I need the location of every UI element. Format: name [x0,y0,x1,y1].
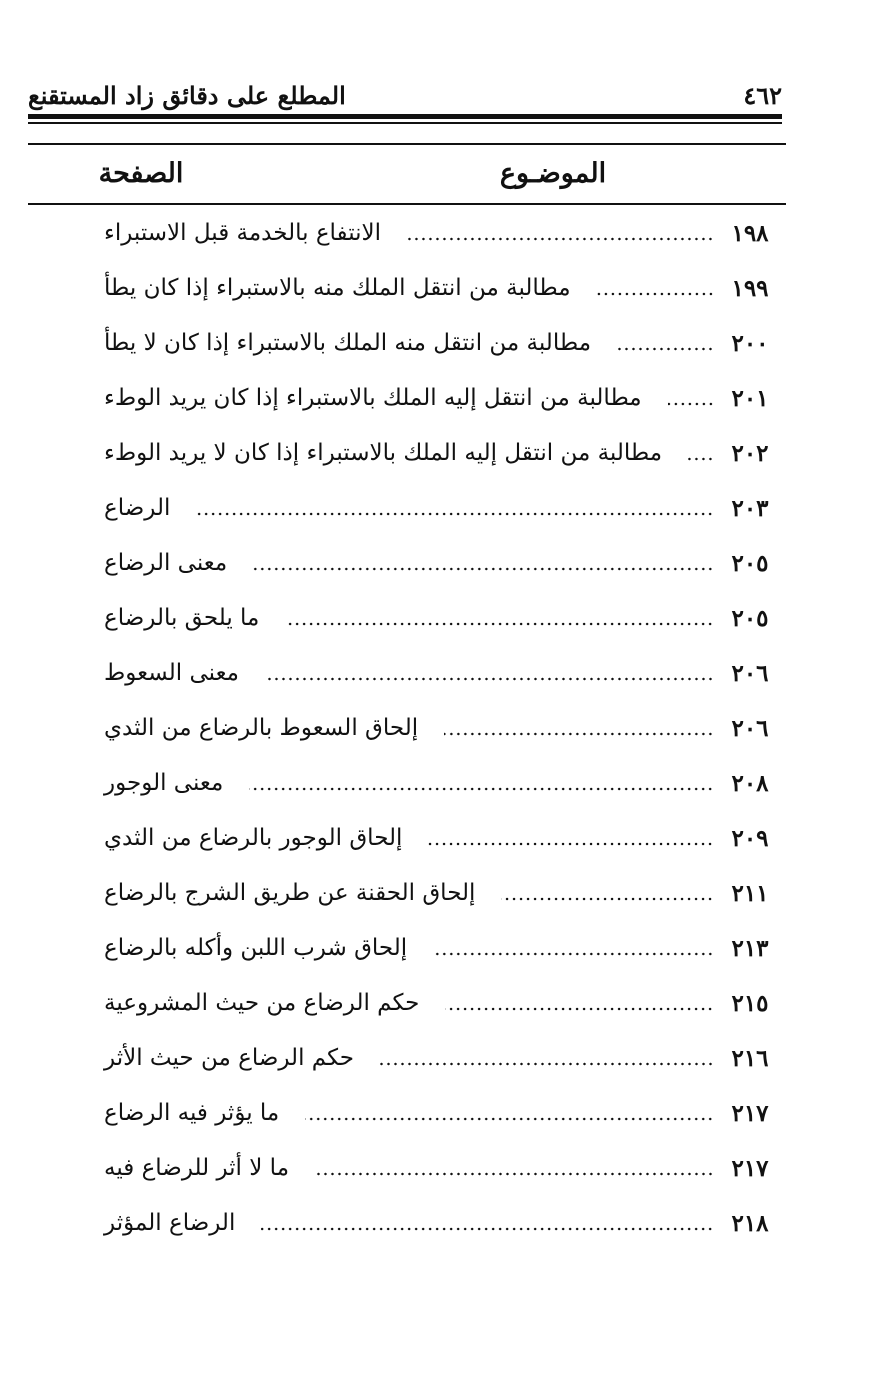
toc-entry-title: مطالبة من انتقل إليه الملك بالاستبراء إذا كان يريد الوطء [104,385,642,411]
toc-entry-page: ٢٠٦ [731,715,769,742]
header-rule-thick [28,114,782,119]
toc-list [100,206,780,1251]
toc-entry[interactable] [100,866,780,921]
toc-entry-page: ٢٠١ [731,385,769,412]
toc-dot-leader [253,566,714,572]
toc-dot-leader [428,841,714,847]
toc-entry-title: حكم الرضاع من حيث الأثر [104,1045,354,1071]
toc-entry-title: إلحاق الوجور بالرضاع من الثدي [104,825,403,851]
toc-entry-page: ٢٠٨ [731,770,769,797]
toc-entry[interactable] [100,591,780,646]
toc-entry[interactable] [100,371,780,426]
toc-entry-title: معنى الوجور [104,770,224,796]
toc-entry-title: الرضاع [104,495,171,521]
table-top-rule [28,143,786,145]
table-header-rule [28,203,786,205]
header-rule-thin [28,122,782,124]
toc-entry[interactable] [100,756,780,811]
toc-dot-leader [445,1006,714,1012]
toc-dot-leader [433,951,714,957]
toc-dot-leader [444,731,714,737]
toc-entry[interactable] [100,646,780,701]
toc-dot-leader [265,676,714,682]
toc-entry-title: مطالبة من انتقل منه الملك بالاستبراء إذا كان لا يطأ [104,330,592,356]
toc-entry[interactable] [100,426,780,481]
toc-entry[interactable] [100,921,780,976]
toc-entry[interactable] [100,1196,780,1251]
toc-entry-title: حكم الرضاع من حيث المشروعية [104,990,420,1016]
toc-entry[interactable] [100,976,780,1031]
column-headers [28,152,786,196]
toc-entry-page: ٢١١ [731,880,769,907]
toc-dot-leader [501,896,714,902]
toc-entry-page: ١٩٨ [731,220,769,247]
toc-entry-title: ما يلحق بالرضاع [104,605,260,631]
toc-entry-page: ٢١٣ [731,935,769,962]
toc-entry-page: ٢١٧ [731,1100,769,1127]
toc-entry[interactable] [100,261,780,316]
toc-dot-leader [305,1116,714,1122]
toc-entry-title: مطالبة من انتقل الملك منه بالاستبراء إذا كان يطأ [104,275,571,301]
toc-entry[interactable] [100,316,780,371]
toc-entry[interactable] [100,1141,780,1196]
toc-entry-title: مطالبة من انتقل إليه الملك بالاستبراء إذا كان لا يريد الوطء [104,440,663,466]
toc-entry[interactable] [100,536,780,591]
toc-entry-page: ٢١٦ [731,1045,769,1072]
toc-dot-leader [380,1061,714,1067]
book-title: المطلع على دقائق زاد المستقنع [28,81,346,110]
toc-entry[interactable] [100,481,780,536]
toc-entry-page: ٢٠٦ [731,660,769,687]
toc-dot-leader [315,1171,714,1177]
toc-entry-page: ٢٠٢ [731,440,769,467]
toc-entry-page: ١٩٩ [731,275,769,302]
page-number: ٤٦٢ [743,81,782,110]
toc-entry-page: ٢٠٠ [731,330,769,357]
toc-entry[interactable] [100,701,780,756]
toc-entry[interactable] [100,206,780,261]
toc-entry-title: معنى الرضاع [104,550,228,576]
toc-entry-title: الرضاع المؤثر [104,1210,236,1236]
toc-entry[interactable] [100,811,780,866]
toc-dot-leader [688,456,714,462]
toc-entry-title: إلحاق شرب اللبن وأكله بالرضاع [104,935,408,961]
toc-dot-leader [407,236,714,242]
toc-entry-page: ٢١٥ [731,990,769,1017]
toc-dot-leader [261,1226,714,1232]
toc-entry[interactable] [100,1086,780,1141]
toc-dot-leader [196,511,714,517]
toc-dot-leader [597,291,714,297]
toc-entry-title: إلحاق السعوط بالرضاع من الثدي [104,715,419,741]
toc-dot-leader [668,401,714,407]
toc-entry-page: ٢٠٩ [731,825,769,852]
topic-column-header: الموضـوع [499,158,607,189]
toc-entry-page: ٢٠٣ [731,495,769,522]
toc-dot-leader [285,621,714,627]
toc-entry-title: ما لا أثر للرضاع فيه [104,1155,290,1181]
toc-entry-title: إلحاق الحقنة عن طريق الشرج بالرضاع [104,880,476,906]
page-column-header: الصفحة [98,158,184,189]
toc-dot-leader [617,346,714,352]
toc-entry-page: ٢١٧ [731,1155,769,1182]
toc-dot-leader [249,786,714,792]
toc-entry-page: ٢٠٥ [731,550,769,577]
toc-entry-page: ٢١٨ [731,1210,769,1237]
toc-entry-page: ٢٠٥ [731,605,769,632]
toc-entry-title: معنى السعوط [104,660,240,686]
toc-entry[interactable] [100,1031,780,1086]
toc-entry-title: ما يؤثر فيه الرضاع [104,1100,280,1126]
toc-entry-title: الانتفاع بالخدمة قبل الاستبراء [104,220,382,246]
